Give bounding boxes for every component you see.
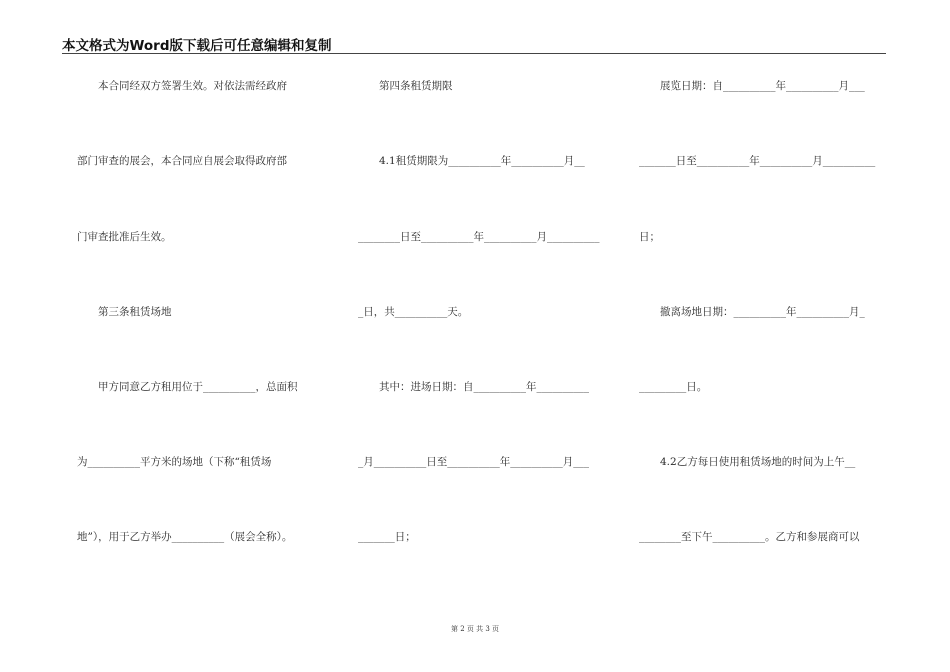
header-divider — [62, 53, 886, 54]
text-line: _______日至__________年__________月__________ — [639, 155, 876, 167]
page-number: 第 2 页 共 3 页 — [450, 625, 500, 633]
text-line: 第三条租赁场地 — [77, 306, 172, 318]
text-line: 展览日期：自__________年__________月___ — [639, 80, 865, 92]
text-line: 第四条租赁期限 — [358, 80, 453, 92]
text-line: 地”），用于乙方举办__________（展会全称）。 — [77, 531, 293, 543]
text-line: _________日。 — [639, 381, 708, 393]
text-line: ________至下午__________。乙方和参展商可以 — [639, 531, 860, 543]
text-line: ________日至__________年__________月__________ — [358, 231, 600, 243]
text-line: _日，共__________天。 — [358, 306, 469, 318]
text-line: _月__________日至__________年__________月___ — [358, 456, 589, 468]
text-line: 本合同经双方签署生效。对依法需经政府 — [77, 80, 287, 92]
text-line: 4.2乙方每日使用租赁场地的时间为上午__ — [639, 456, 856, 468]
page-header-title: 本文格式为Word版下载后可任意编辑和复制 — [62, 38, 332, 54]
text-line: 日； — [639, 231, 660, 243]
text-line: 部门审查的展会，本合同应自展会取得政府部 — [77, 155, 287, 167]
text-line: 为__________平方米的场地（下称“租赁场 — [77, 456, 272, 468]
text-line: 甲方同意乙方租用位于__________，总面积 — [77, 381, 298, 393]
text-line: 门审查批准后生效。 — [77, 231, 172, 243]
text-line: _______日； — [358, 531, 416, 543]
text-line: 其中：进场日期：自__________年__________ — [358, 381, 589, 393]
text-line: 4.1租赁期限为__________年__________月__ — [358, 155, 585, 167]
text-line: 撤离场地日期：__________年__________月_ — [639, 306, 865, 318]
